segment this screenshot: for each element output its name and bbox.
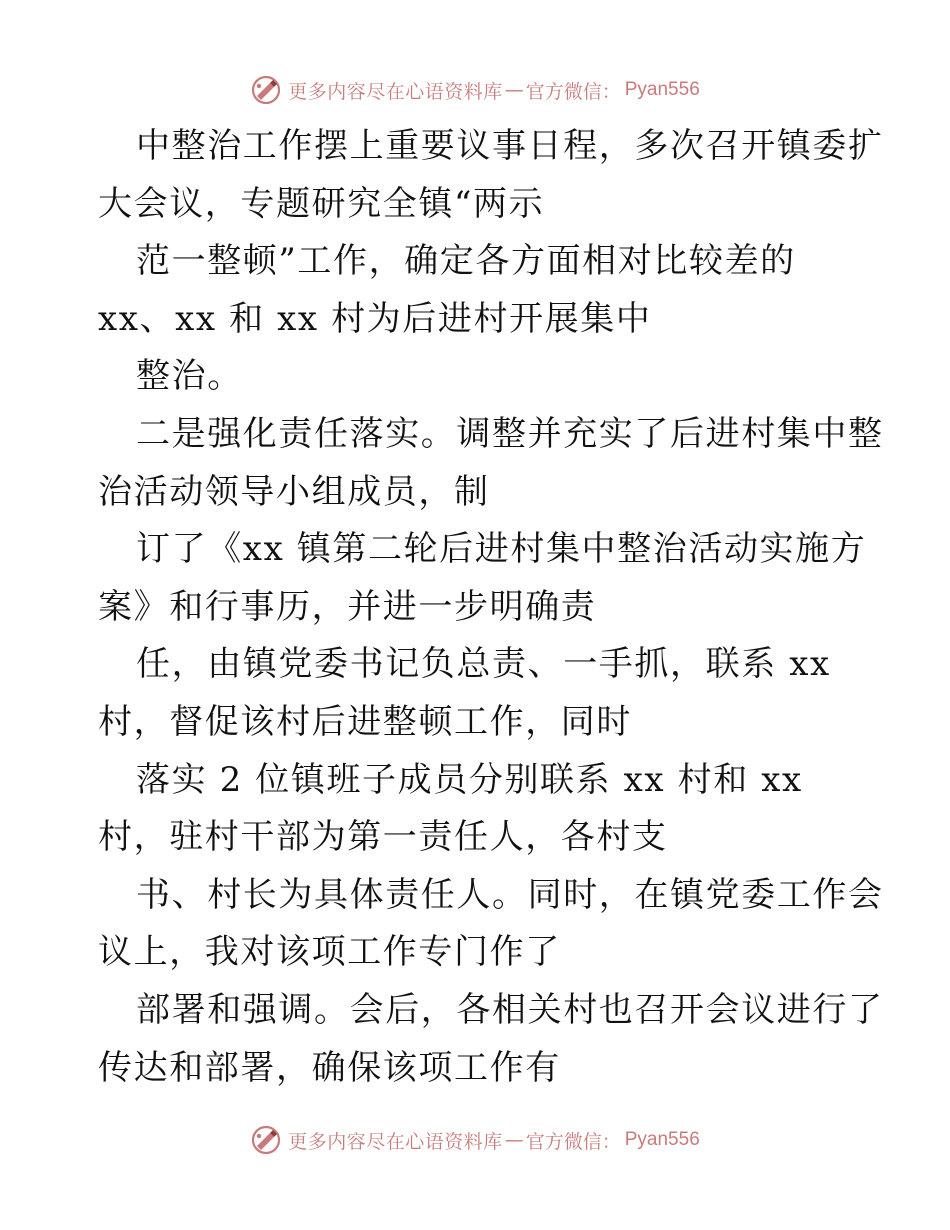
- text-line: 传达和部署，确保该项工作有: [98, 1047, 561, 1088]
- document-body: [98, 118, 898, 1097]
- text-line: 订了《xx 镇第二轮后进村集中整治活动实施方: [136, 529, 867, 570]
- watermark-dash: —: [504, 79, 524, 101]
- book-pen-logo-icon: [250, 74, 282, 106]
- text-line: 任，由镇党委书记负总责、一手抓，联系 xx: [136, 644, 831, 685]
- watermark-dash: —: [504, 1129, 524, 1151]
- text-line: 落实 2 位镇班子成员分别联系 xx 村和 xx: [136, 759, 803, 800]
- text-line: 中整治工作摆上重要议事日程，多次召开镇委扩: [136, 126, 884, 166]
- text-line: 案》和行事历，并进一步明确责: [98, 586, 597, 627]
- text-line: 整治。: [136, 356, 243, 397]
- text-line: 治活动领导小组成员，制: [98, 471, 490, 512]
- watermark-contact-label: 官方微信：: [525, 80, 621, 103]
- text-line: 范一整顿”工作，确定各方面相对比较差的: [136, 241, 796, 282]
- text-line: 二是强化责任落实。调整并充实了后进村集中整: [136, 413, 884, 454]
- book-pen-logo-icon: [250, 1124, 282, 1156]
- text-line: 议上，我对该项工作专门作了: [98, 932, 561, 973]
- watermark-wechat-id: Pyan556: [624, 1129, 700, 1150]
- text-line: xx、xx 和 xx 村为后进村开展集中: [98, 298, 652, 339]
- watermark-contact-label: 官方微信：: [525, 1130, 621, 1153]
- text-line: 部署和强调。会后，各相关村也召开会议进行了: [136, 989, 884, 1030]
- header-watermark: [0, 70, 950, 110]
- text-line: 村，驻村干部为第一责任人，各村支: [98, 817, 668, 858]
- watermark-brand: 更多内容尽在心语资料库: [288, 1130, 503, 1153]
- text-line: 村，督促该村后进整顿工作，同时: [98, 701, 632, 742]
- footer-watermark: [0, 1120, 950, 1160]
- text-line: 大会议，专题研究全镇“两示: [98, 183, 545, 224]
- watermark-wechat-id: Pyan556: [624, 79, 700, 100]
- text-line: 书、村长为具体责任人。同时，在镇党委工作会: [136, 874, 884, 915]
- watermark-brand: 更多内容尽在心语资料库: [288, 80, 503, 103]
